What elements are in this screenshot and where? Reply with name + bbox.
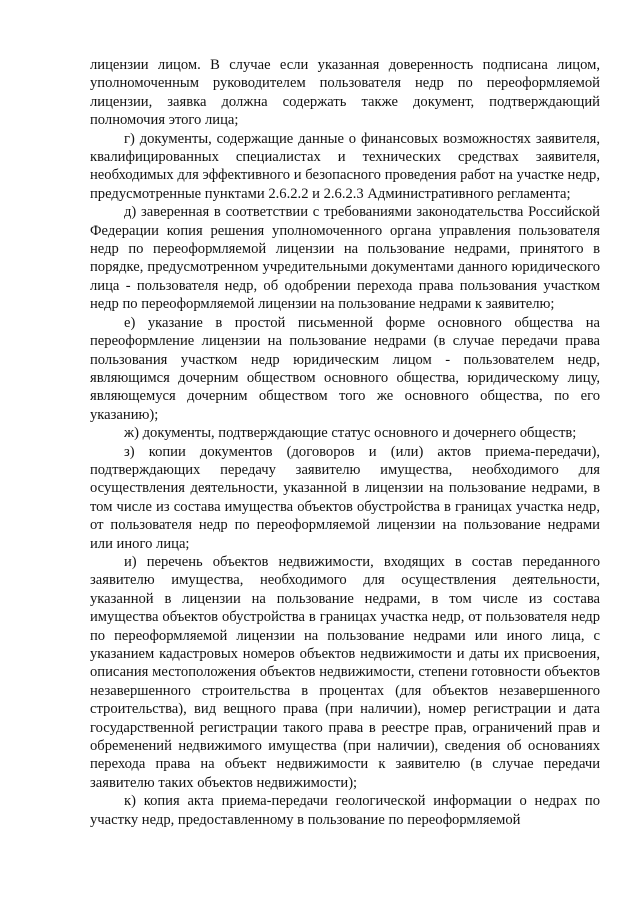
paragraph-item-g: г) документы, содержащие данные о финансовых возможностях заявителя, квалифицированных специалистах и технических средствах заявителя, необходимых для эффективного и безопасного проведения работ на участке недр, предусмотренные пунктами 2.6.2.2 и 2.6.2.3 Административного регламента; <box>90 130 600 202</box>
paragraph-item-zh: ж) документы, подтверждающие статус основного и дочернего обществ; <box>124 425 577 442</box>
paragraph-item-z: з) копии документов (договоров и (или) актов приема-передачи), подтверждающих передачу заявителю имущества, необходимого для осуществления деятельности, указанной в лицензии на пользование недрами, в том числе из состава имущества объектов обустройства в границах участка недр, от пользователя недр по переоформляемой лицензии на пользование недрами или иного лица; <box>90 443 600 552</box>
paragraph-item-d: д) заверенная в соответствии с требованиями законодательства Российской Федерации копия решения уполномоченного органа управления пользователя недр по переоформляемой лицензии на пользование недрами, принятого в порядке, предусмотренном учредительными документами данного юридического лица - пользователя недр, об одобрении перехода права пользования участком недр по переоформляемой лицензии на пользование недрами к заявителю; <box>90 204 600 313</box>
paragraph-item-k: к) копия акта приема-передачи геологической информации о недрах по участку недр, предоставленному в пользование по переоформляемой <box>90 793 600 828</box>
paragraph-continuation: лицензии лицом. В случае если указанная доверенность подписана лицом, уполномоченным руководителем пользователя недр по переоформляемой лицензии, заявка должна содержать также документ, подтверждающий полномочия этого лица; <box>90 57 600 129</box>
document-body <box>90 56 600 829</box>
paragraph-item-e: е) указание в простой письменной форме основного общества на переоформление лицензии на пользование недрами (в случае передачи права пользования участком недр юридическим лицом - пользователем недр, являющимся дочерним обществом основного общества, юридическому лицу, являющемуся дочерним обществом того же основного общества, по его указанию); <box>90 314 600 423</box>
paragraph-item-i: и) перечень объектов недвижимости, входящих в состав переданного заявителю имущества, необходимого для осуществления деятельности, указанной в лицензии на пользование недрами, в том числе из состава имущества объектов обустройства в границах участка недр, от пользователя недр по переоформляемой лицензии на пользование недрами или иного лица, с указанием кадастровых номеров объектов недвижимости и даты их присвоения, описания местоположения объектов недвижимости, степени готовности объектов незавершенного строительства в процентах (для объектов незавершенного строительства), вид вещного права (при наличии), номер регистрации и дата государственной регистрации такого права в реестре прав, ограничений прав и обременений недвижимого имущества (при наличии), сведения об основаниях перехода права на объект недвижимости к заявителю (в случае передачи заявителю таких объектов недвижимости); <box>90 553 600 791</box>
